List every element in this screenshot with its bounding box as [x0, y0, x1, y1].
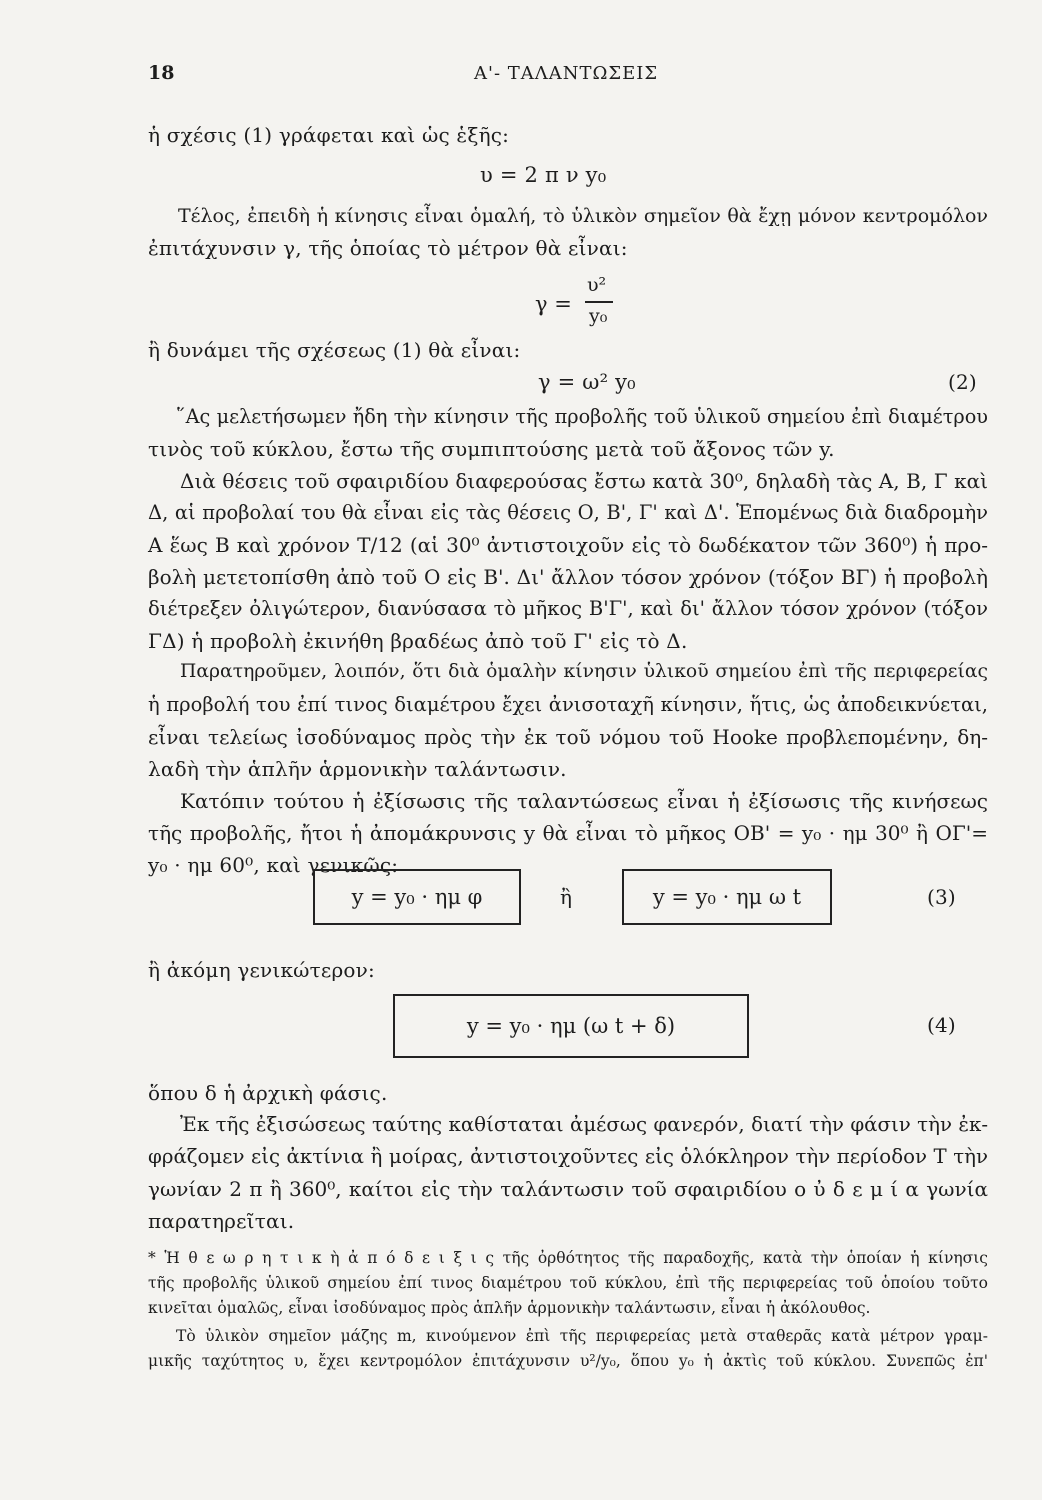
text-line: ΓΔ) ἡ προβολὴ ἐκινήθη βραδέως ἀπὸ τοῦ Γ' εἰς τὸ Δ. — [148, 629, 688, 653]
equation-4: y = y₀ · ημ (ω t + δ) — [466, 1014, 676, 1038]
text-line: γωνίαν 2 π ἢ 360⁰, καίτοι εἰς τὴν ταλάντωσιν τοῦ σφαιριδίου ο ὐ δ ε μ ί α γωνία — [148, 1177, 988, 1201]
equation-3-or: ἢ — [560, 885, 573, 909]
text-line: Δ, αἱ προβολαί του θὰ εἶναι εἰς τὰς θέσεις Ο, Β', Γ' καὶ Δ'. Ἑπομένως διὰ διαδρομὴν — [148, 501, 988, 524]
equation-3-tag: (3) — [927, 885, 956, 909]
text-line: Ἐκ τῆς ἐξισώσεως ταύτης καθίσταται ἀμέσως φανερόν, διατί τὴν φάσιν τὴν ἐκ- — [180, 1113, 988, 1136]
gamma-denominator: y₀ — [589, 305, 608, 327]
text-line: Παρατηροῦμεν, λοιπόν, ὅτι διὰ ὁμαλὴν κίνησιν ὑλικοῦ σημείου ἐπὶ τῆς περιφερείας — [180, 661, 988, 682]
text-line: ῞Ας μελετήσωμεν ἤδη τὴν κίνησιν τῆς προβολῆς τοῦ ὑλικοῦ σημείου ἐπὶ διαμέτρου — [176, 405, 988, 428]
text-line: βολὴ μετετοπίσθη ἀπὸ τοῦ Ο εἰς Β'. Δι' ἄλλον τόσον χρόνον (τόξον ΒΓ) ἡ προβολὴ — [148, 565, 988, 589]
running-title: Α'- ΤΑΛΑΝΤΩΣΕΙΣ — [474, 63, 659, 84]
equation-4-tag: (4) — [927, 1013, 956, 1037]
equation-3a: y = y₀ · ημ φ — [351, 885, 483, 909]
text-line: τῆς προβολῆς, ἤτοι ἡ ἀπομάκρυνσις y θὰ εἶναι τὸ μῆκος ΟΒ' = y₀ · ημ 30⁰ ἢ ΟΓ'= — [148, 821, 988, 845]
equation-2-tag: (2) — [948, 370, 977, 394]
gamma-numerator: υ² — [587, 274, 607, 296]
text-line: ἢ δυνάμει τῆς σχέσεως (1) θὰ εἶναι: — [148, 338, 521, 362]
text-line: ἐπιτάχυνσιν γ, τῆς ὁποίας τὸ μέτρον θὰ εἶναι: — [148, 236, 628, 260]
equation-gamma — [535, 274, 615, 338]
page-number: 18 — [148, 62, 175, 84]
text-line: ἡ προβολή του ἐπί τινος διαμέτρου ἔχει ἀνισοταχῆ κίνησιν, ἥτις, ὡς ἀποδεικνύεται, — [148, 693, 988, 716]
text-line: τινὸς τοῦ κύκλου, ἔστω τῆς συμπιπτούσης μετὰ τοῦ ἄξονος τῶν y. — [148, 437, 835, 461]
equation-3a-box — [313, 869, 521, 925]
text-line: Διὰ θέσεις τοῦ σφαιριδίου διαφερούσας ἔστω κατὰ 30⁰, δηλαδὴ τὰς Α, Β, Γ καὶ — [180, 469, 988, 493]
text-line: ὅπου δ ἡ ἀρχικὴ φάσις. — [148, 1081, 388, 1105]
equation-u: υ = 2 π ν y₀ — [480, 163, 607, 187]
text-line: y₀ · ημ 60⁰, καὶ γενικῶς: — [148, 853, 399, 877]
text-line: Τέλος, ἐπειδὴ ἡ κίνησις εἶναι ὁμαλή, τὸ ὑλικὸν σημεῖον θὰ ἔχῃ μόνον κεντρομόλον — [178, 205, 988, 227]
gamma-lhs: γ = — [535, 292, 572, 316]
text-line: Κατόπιν τούτου ἡ ἐξίσωσις τῆς ταλαντώσεως εἶναι ἡ ἐξίσωσις τῆς κινήσεως — [180, 789, 988, 813]
text-line: λαδὴ τὴν ἁπλῆν ἁρμονικὴν ταλάντωσιν. — [148, 757, 567, 781]
equation-3b: y = y₀ · ημ ω t — [652, 885, 802, 909]
footnote-line: κινεῖται ὁμαλῶς, εἶναι ἰσοδύναμος πρὸς ἁπλῆν ἁρμονικὴν ταλάντωσιν, εἶναι ἡ ἀκόλουθος. — [148, 1299, 871, 1317]
text-line: διέτρεξεν ὀλιγώτερον, διανύσασα τὸ μῆκος Β'Γ', καὶ δι' ἄλλον τόσον χρόνον (τόξον — [148, 597, 988, 620]
fraction-bar — [585, 301, 613, 303]
text-line: ἡ σχέσις (1) γράφεται καὶ ὡς ἑξῆς: — [148, 123, 510, 147]
text-line: Α ἕως Β καὶ χρόνον Τ/12 (αἱ 30⁰ ἀντιστοιχοῦν εἰς τὸ δωδέκατον τῶν 360⁰) ἡ προ- — [148, 533, 988, 557]
text-line: παρατηρεῖται. — [148, 1209, 295, 1233]
footnote-line: τῆς προβολῆς ὑλικοῦ σημείου ἐπί τινος διαμέτρου τοῦ κύκλου, ἐπὶ τῆς περιφερείας τοῦ ὁποίου τοῦτο — [148, 1274, 988, 1292]
equation-2: γ = ω² y₀ — [538, 370, 636, 394]
text-line: ἢ ἀκόμη γενικώτερον: — [148, 958, 375, 982]
text-line: εἶναι τελείως ἰσοδύναμος πρὸς τὴν ἐκ τοῦ νόμου τοῦ Hooke προβλεπομένην, δη- — [148, 725, 988, 749]
equation-3b-box — [622, 869, 832, 925]
footnote-line: Τὸ ὑλικὸν σημεῖον μάζης m, κινούμενον ἐπὶ τῆς περιφερείας μετὰ σταθερᾶς κατὰ μέτρον γραμ- — [176, 1327, 988, 1345]
equation-4-box — [393, 994, 749, 1058]
footnote-line: μικῆς ταχύτητος υ, ἔχει κεντρομόλον ἐπιτάχυνσιν υ²/y₀, ὅπου y₀ ἡ ἀκτὶς τοῦ κύκλου. Συνεπῶς ἐπ' — [148, 1352, 988, 1370]
footnote-line: * Ἡ θ ε ω ρ η τ ι κ ὴ ἀ π ό δ ε ι ξ ι ς τῆς ὀρθότητος τῆς παραδοχῆς, κατὰ τὴν ὁποίαν ἡ κίνησις — [148, 1249, 988, 1267]
text-line: φράζομεν εἰς ἀκτίνια ἢ μοίρας, ἀντιστοιχοῦντες εἰς ὁλόκληρον τὴν περίοδον Τ τὴν — [148, 1145, 988, 1168]
